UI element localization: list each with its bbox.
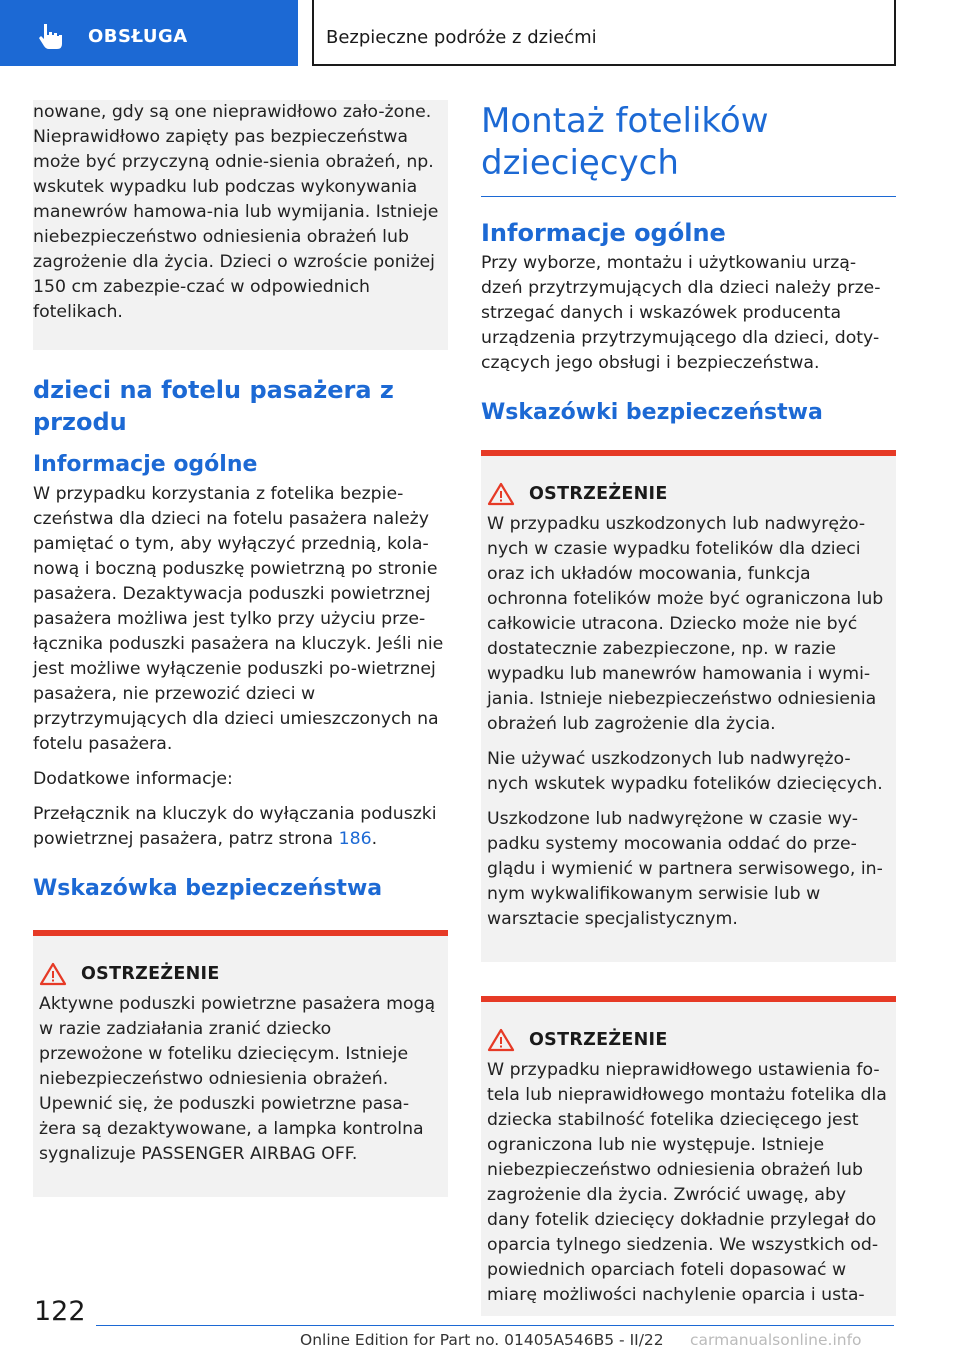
section-label: OBSŁUGA <box>88 26 188 47</box>
warning-header <box>487 1028 888 1052</box>
page-reference-link[interactable]: 186 <box>338 829 372 849</box>
warning-text: Uszkodzone lub nadwyrężone w czasie wy-padku systemy mocowania oddać do prze-glądu i wymienić w partnera serwisowego, in-nym wykwalifikowanym serwisie lub w warsztacie specjalistycznym. <box>487 809 883 929</box>
warning-text: W przypadku uszkodzonych lub nadwyrężo-nych w czasie wypadku fotelików dla dzieci oraz ich układów mocowania, funkcja ochronna fotelików może być ograniczona lub całkowicie utracona. Dziecko może nie być dostatecznie zabezpieczone, np. w razie wypadku lub manewrów hamowania i wymi-jania. Istnieje niebezpieczeństwo odniesienia obrażeń lub zagrożenie dla życia. <box>487 514 884 734</box>
warning-title: OSTRZEŻENIE <box>529 1030 668 1050</box>
warning-header <box>487 482 888 506</box>
hand-pointer-icon <box>38 22 64 50</box>
continued-text: nowane, gdy są one nieprawidłowo zało-żone. Nieprawidłowo zapięty pas bezpieczeństwa może być przyczyną odnie-sienia obrażeń, np. wskutek wypadku lub podczas wykonywania manewrów hamowa-nia lub wymijania. Istnieje niebezpieczeństwo odniesienia obrażeń lub zagrożenie dla życia. Dzieci o wzroście poniżej 150 cm zabezpie-czać w odpowiednich fotelikach. <box>33 102 439 322</box>
section-heading: dzieci na fotelu pasażera z przodu <box>33 376 394 436</box>
watermark: carmanualsonline.info <box>690 1331 862 1349</box>
right-column <box>481 100 896 1316</box>
warning-text: Aktywne poduszki powietrzne pasażera mogą w razie zadziałania zranić dziecko przewożone w foteliku dziecięcym. Istnieje niebezpieczeństwo odniesienia obrażeń. Upewnić się, że poduszki powietrzne pasa-żera są dezaktywowane, a lampka kontrolna sygnalizuje PASSENGER AIRBAG OFF. <box>39 994 436 1164</box>
page-number: 122 <box>34 1296 86 1327</box>
edition-note: Online Edition for Part no. 01405A546B5 - II/22 <box>300 1331 664 1349</box>
body-paragraph: Dodatkowe informacje: <box>33 769 233 789</box>
warning-header <box>39 962 440 986</box>
warning-title: OSTRZEŻENIE <box>529 484 668 504</box>
body-paragraph: W przypadku korzystania z fotelika bezpie-czeństwa dla dzieci na fotelu pasażera należy pamiętać o tym, aby wyłączyć przednią, kola-nową i boczną poduszkę powietrzną po stronie pasażera. Dezaktywacja poduszki powietrznej pasażera możliwa jest tylko przy użyciu prze-łącznika poduszki pasażera na kluczyk. Jeśli nie jest możliwe wyłączenie poduszki po-wietrznej pasażera, nie przewozić dzieci w przytrzymujących dla dzieci umieszczonych na fotelu pasażera. <box>33 484 444 754</box>
left-column <box>33 100 448 1197</box>
sub-heading: Informacje ogólne <box>481 219 726 247</box>
safety-heading: Wskazówki bezpieczeństwa <box>481 400 823 425</box>
sub-heading: Informacje ogólne <box>33 452 258 477</box>
main-heading-block <box>481 100 896 197</box>
warning-box <box>481 996 896 1316</box>
body-paragraph <box>33 802 448 852</box>
warning-box <box>33 930 448 1197</box>
warning-box <box>481 450 896 962</box>
warning-triangle-icon <box>487 482 515 506</box>
warning-triangle-icon <box>487 1028 515 1052</box>
warning-triangle-icon <box>39 962 67 986</box>
footer-rule <box>96 1325 894 1326</box>
chapter-title: Bezpieczne podróże z dziećmi <box>326 27 597 48</box>
paragraph-end: . <box>371 829 378 849</box>
main-heading: Montaż fotelików dziecięcych <box>481 101 769 183</box>
warning-text: W przypadku nieprawidłowego ustawienia fo-tela lub nieprawidłowego montażu fotelika dla dziecka stabilność fotelika dziecięcego jest ograniczona lub nie występuje. Istnieje niebezpieczeństwo odniesienia obrażeń lub zagrożenie dla życia. Zwrócić uwagę, aby dany fotelik dziecięcy dokładnie przylegał do oparcia tylnego siedzenia. We wszystkich od-powiednich oparciach foteli dopasować w miarę możliwości nachylenie oparcia i usta- <box>487 1060 887 1305</box>
warning-title: OSTRZEŻENIE <box>81 964 220 984</box>
safety-heading: Wskazówka bezpieczeństwa <box>33 876 383 901</box>
continued-note-box <box>33 100 448 350</box>
body-paragraph: Przy wyborze, montażu i użytkowaniu urzą-dzeń przytrzymujących dla dzieci należy prze-strzegać danych i wskazówek producenta urządzenia przytrzymującego dla dzieci, doty-czących jego obsługi i bezpieczeństwa. <box>481 253 881 373</box>
paragraph-text: Przełącznik na kluczyk do wyłączania poduszki powietrznej pasażera, patrz strona <box>33 804 437 849</box>
warning-text: Nie używać uszkodzonych lub nadwyrężo-nych wskutek wypadku fotelików dziecięcych. <box>487 749 883 794</box>
